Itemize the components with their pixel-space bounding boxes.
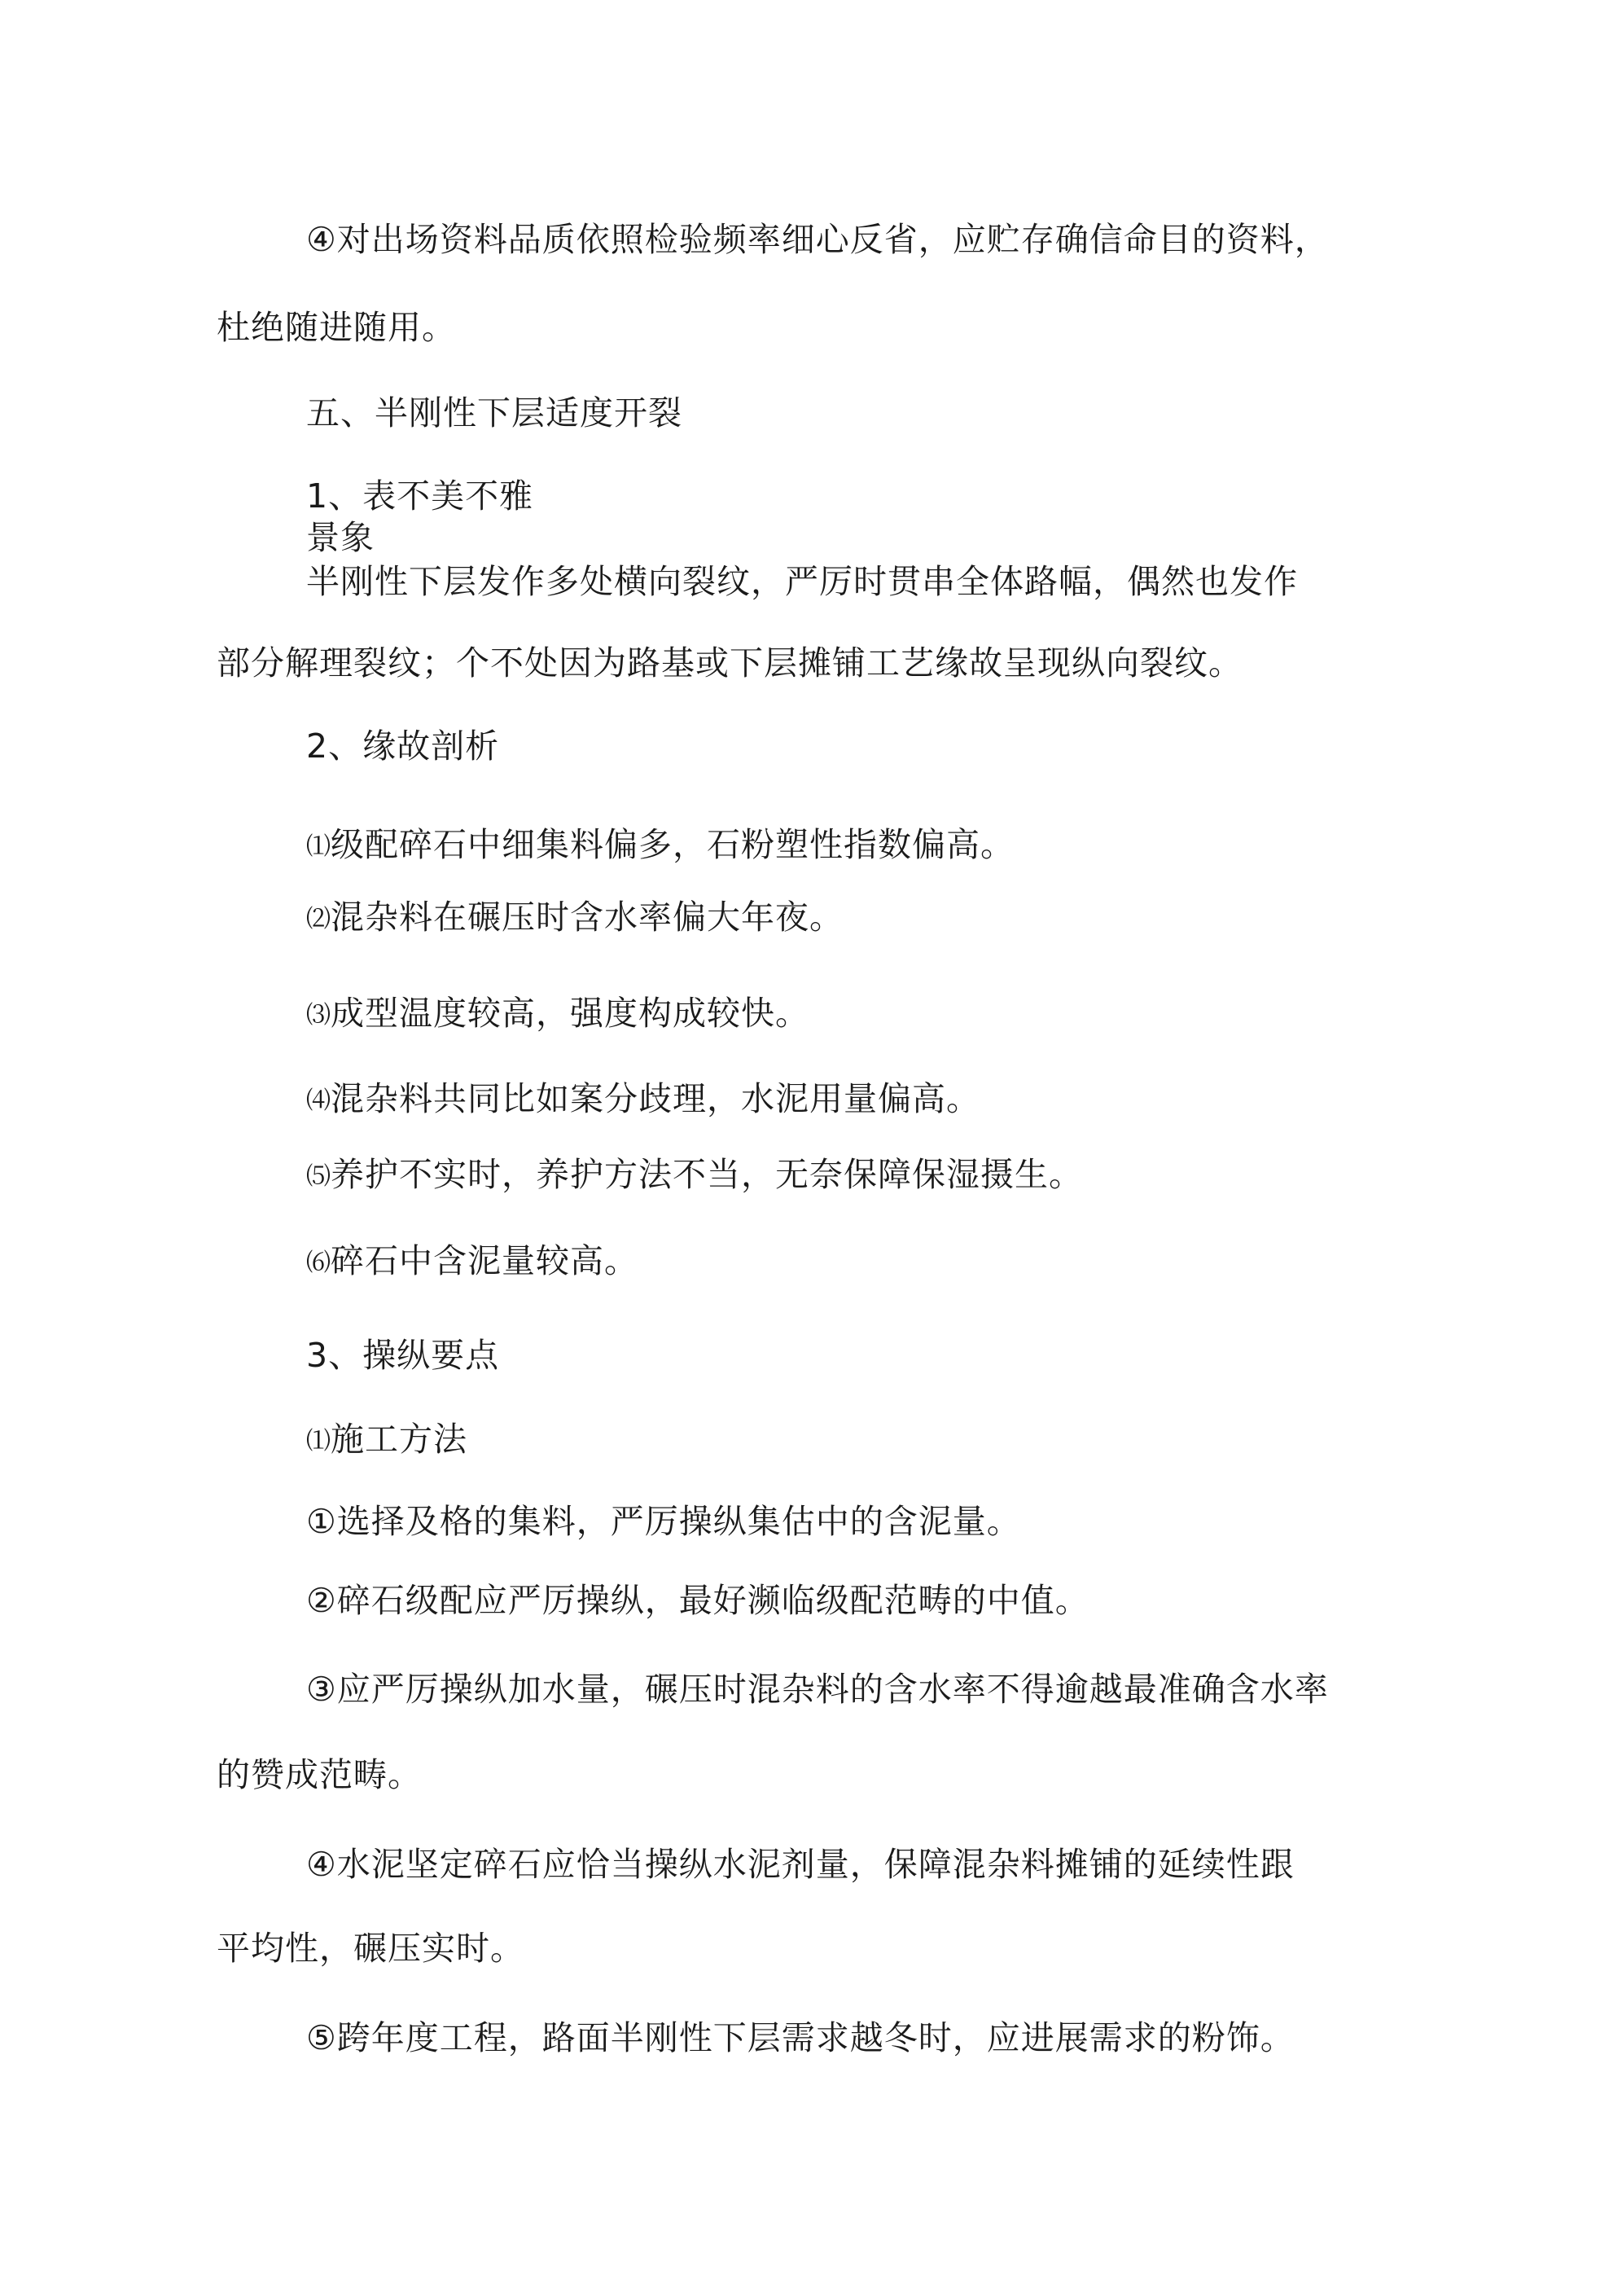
list-item [306, 1241, 638, 1283]
list-marker: ⑹ [306, 1249, 331, 1277]
list-item [306, 1155, 1083, 1196]
paragraph-line: ①选择及格的集料，严厉操纵集估中的含泥量。 [306, 1502, 1021, 1541]
list-marker: ⑶ [306, 1001, 331, 1029]
list-item [306, 898, 844, 939]
paragraph-line: ③应严厉操纵加水量，碾压时混杂料的含水率不得逾越最准确含水率 [306, 1670, 1329, 1709]
subsection-heading: 1、表不美不雅 [306, 476, 534, 516]
list-item [306, 825, 1015, 867]
list-marker: ⑷ [306, 1087, 331, 1115]
paragraph-line: ④水泥坚定碎石应恰当操纵水泥剂量，保障混杂料摊铺的延续性跟 [306, 1845, 1295, 1884]
paragraph-line: 的赞成范畴。 [217, 1755, 422, 1794]
paragraph-line: 平均性，碾压实时。 [217, 1929, 524, 1968]
paragraph-line: ②碎石级配应严厉操纵，最好濒临级配范畴的中值。 [306, 1581, 1089, 1620]
list-item [306, 1420, 467, 1461]
list-item-text: 混杂料共同比如案分歧理，水泥用量偏高。 [331, 1079, 980, 1118]
section-heading: 五、半刚性下层适度开裂 [306, 393, 682, 432]
list-item-text: 级配碎石中细集料偏多，石粉塑性指数偏高。 [331, 825, 1015, 864]
paragraph-line: 半刚性下层发作多处横向裂纹，严厉时贯串全体路幅，偶然也发作 [306, 562, 1298, 601]
list-item [306, 1079, 980, 1121]
list-item-text: 成型温度较高，强度构成较快。 [331, 994, 809, 1033]
list-marker: ⑴ [306, 1427, 331, 1455]
paragraph-line: 部分解理裂纹；个不处因为路基或下层摊铺工艺缘故呈现纵向裂纹。 [217, 643, 1243, 683]
list-marker: ⑴ [306, 832, 331, 861]
paragraph-line: 景象 [306, 518, 375, 557]
list-item [306, 994, 809, 1035]
list-marker: ⑵ [306, 905, 331, 933]
list-item-text: 碎石中含泥量较高。 [331, 1241, 638, 1280]
list-marker: ⑸ [306, 1162, 331, 1191]
subsection-heading: 2、缘故剖析 [306, 727, 500, 766]
paragraph-line: ④对出场资料品质依照检验频率细心反省，应贮存确信命目的资料， [306, 220, 1329, 259]
paragraph-line: 杜绝随进随用。 [217, 308, 456, 347]
subsection-heading: 3、操纵要点 [306, 1336, 500, 1375]
list-item-text: 施工方法 [331, 1420, 467, 1459]
list-item-text: 混杂料在碾压时含水率偏大年夜。 [331, 898, 844, 937]
list-item-text: 养护不实时，养护方法不当，无奈保障保湿摄生。 [331, 1155, 1083, 1194]
paragraph-line: ⑤跨年度工程，路面半刚性下层需求越冬时，应进展需求的粉饰。 [306, 2018, 1295, 2057]
